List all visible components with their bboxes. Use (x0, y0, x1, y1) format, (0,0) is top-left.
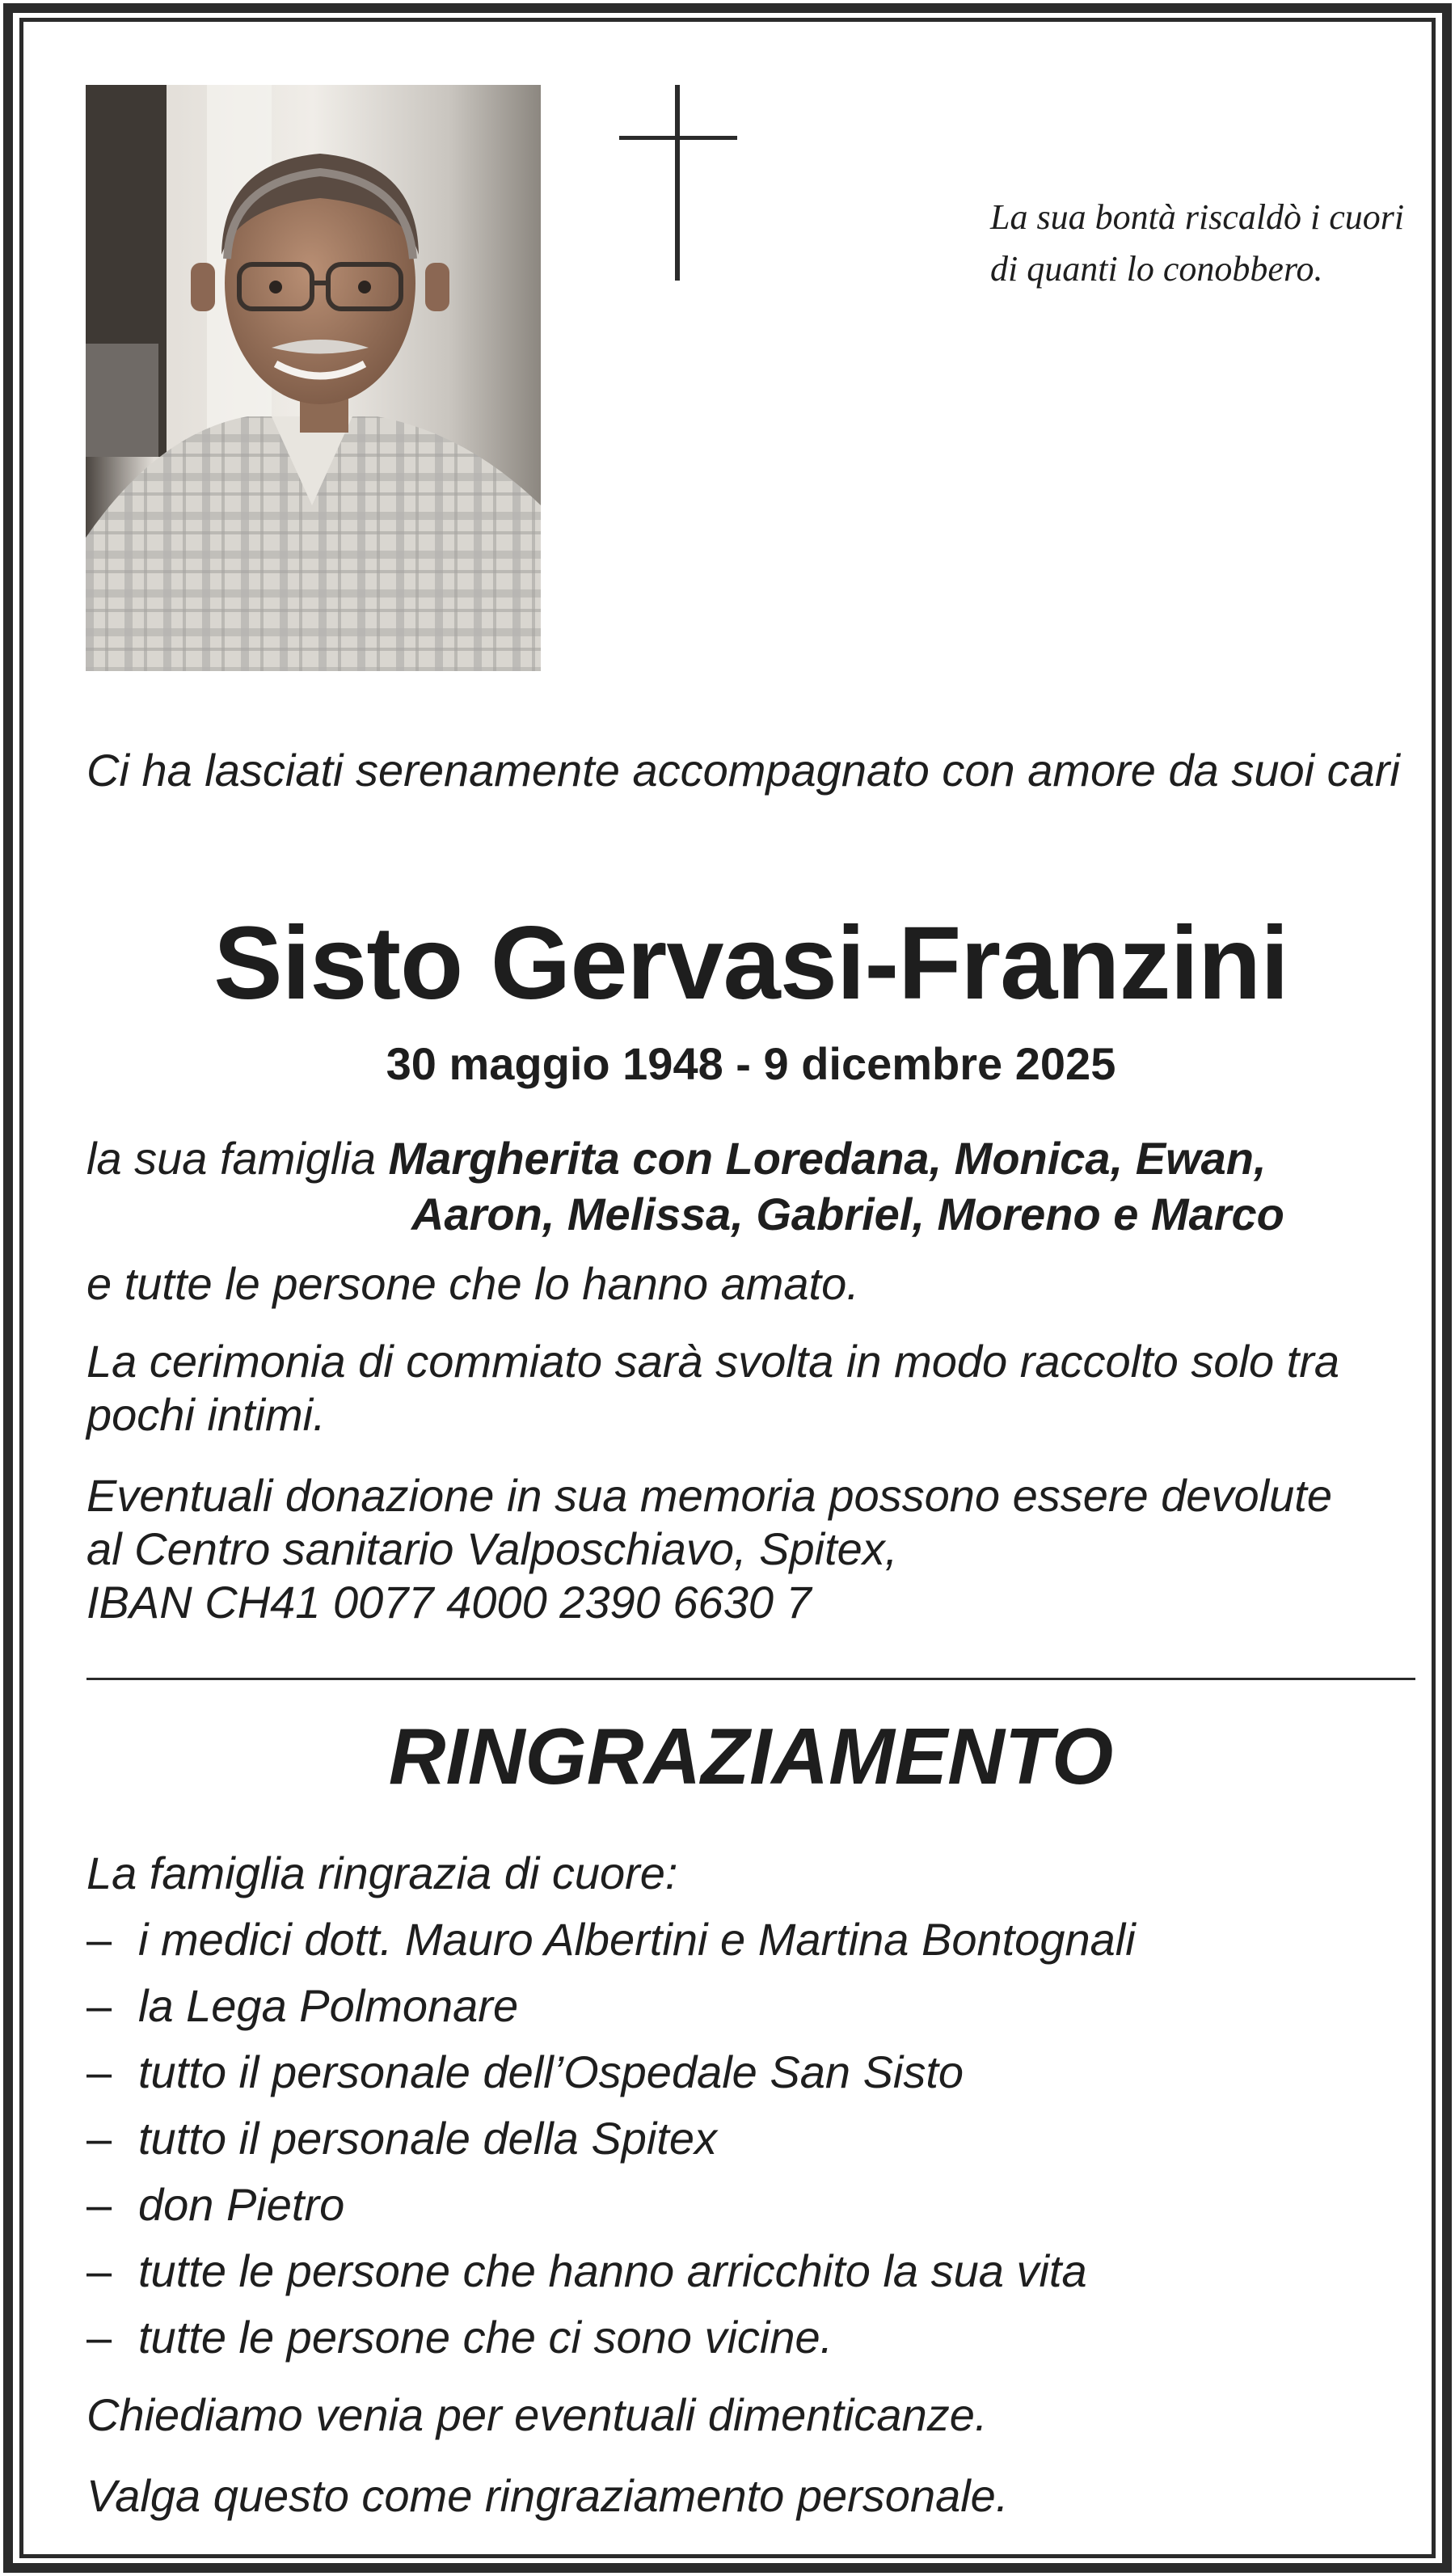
closing-apology: Chiediamo venia per eventuali dimenticanze. (86, 2389, 988, 2440)
family-line (86, 1131, 1444, 1186)
list-item-text: tutto il personale dell’Ospedale San Sisto (138, 2046, 964, 2097)
list-item (86, 2110, 1412, 2177)
deceased-name: Sisto Gervasi-Franzini (213, 906, 1288, 1021)
thanks-title: RINGRAZIAMENTO (388, 1712, 1114, 1801)
ceremony-text: La cerimonia di commiato sarà svolta in modo raccolto solo tra pochi intimi. (86, 1336, 1340, 1440)
family-names-line-2: Aaron, Melissa, Gabriel, Moreno e Marco (411, 1189, 1284, 1239)
intro-text: Ci ha lasciati serenamente accompagnato con amore da suoi cari (86, 745, 1400, 796)
dash-bullet: – (86, 2113, 112, 2164)
list-item (86, 2044, 1412, 2110)
family-label: la sua famiglia (86, 1133, 376, 1184)
quote-line-1: La sua bontà riscaldò i cuori (990, 197, 1405, 237)
obituary-notice (19, 18, 1436, 2558)
dash-bullet: – (86, 2046, 112, 2097)
quote-line-2: di quanti lo conobbero. (990, 249, 1323, 289)
list-item (86, 1911, 1412, 1978)
list-item-text: tutte le persone che ci sono vicine. (138, 2312, 833, 2363)
list-item-text: tutto il personale della Spitex (138, 2113, 717, 2164)
donation-line-1: Eventuali donazione in sua memoria possono essere devolute (86, 1470, 1332, 1521)
list-item (86, 2243, 1412, 2309)
cross-icon (619, 85, 737, 281)
dash-bullet: – (86, 2312, 112, 2363)
family-names-line-1: Margherita con Loredana, Monica, Ewan, (388, 1133, 1267, 1184)
thanks-intro: La famiglia ringrazia di cuore: (86, 1848, 678, 1898)
list-item-text: i medici dott. Mauro Albertini e Martina Bontognali (138, 1914, 1136, 1965)
list-item (86, 2309, 1412, 2375)
list-item-text: don Pietro (138, 2179, 345, 2230)
dash-bullet: – (86, 1914, 112, 1965)
list-item (86, 2177, 1412, 2243)
portrait-photo (86, 85, 541, 671)
dash-bullet: – (86, 2245, 112, 2296)
donation-line-2: al Centro sanitario Valposchiavo, Spitex, (86, 1523, 898, 1574)
section-divider (86, 1678, 1415, 1680)
life-dates: 30 maggio 1948 - 9 dicembre 2025 (386, 1038, 1116, 1089)
closing-thanks: Valga questo come ringraziamento personale. (86, 2470, 1009, 2521)
list-item (86, 1978, 1412, 2044)
thanks-list (86, 1911, 1412, 2375)
memorial-quote (990, 192, 1443, 295)
dash-bullet: – (86, 2179, 112, 2230)
loved-text: e tutte le persone che lo hanno amato. (86, 1258, 859, 1309)
list-item-text: tutte le persone che hanno arricchito la sua vita (138, 2245, 1087, 2296)
donation-text (86, 1469, 1436, 1629)
iban-line: IBAN CH41 0077 4000 2390 6630 7 (86, 1577, 812, 1628)
dash-bullet: – (86, 1980, 112, 2031)
list-item-text: la Lega Polmonare (138, 1980, 519, 2031)
